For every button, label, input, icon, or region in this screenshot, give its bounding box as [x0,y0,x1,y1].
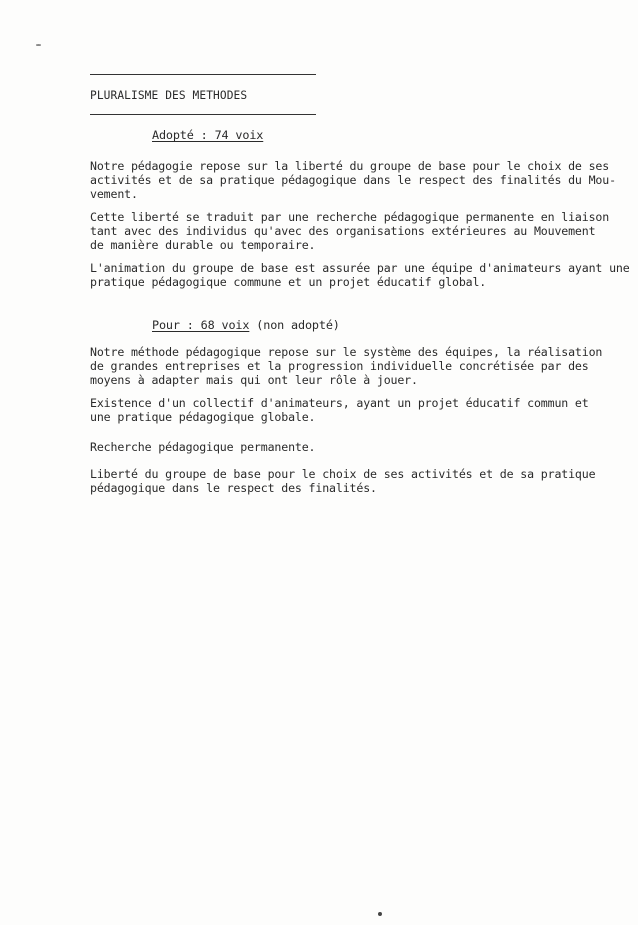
adopted-paragraph [90,210,610,253]
text-line: vement. [90,187,138,202]
text-line: Recherche pédagogique permanente. [90,440,316,454]
heading-rule-top [90,74,316,75]
rejected-paragraph [90,467,610,495]
rejected-paragraph [90,396,610,424]
text-line: de manière durable ou temporaire. [90,238,316,253]
document-heading: PLURALISME DES METHODES [90,89,248,102]
text-line: une pratique pédagogique globale. [90,410,316,425]
paper-mark [36,44,41,46]
text-line: moyens à adapter mais qui ont leur rôle à jouer. [90,373,418,388]
adopted-vote-text: Adopté : 74 voix [152,128,264,142]
text-line: tant avec des individus qu'avec des organisations extérieures au Mouvement [90,224,596,239]
rejected-paragraph [90,345,610,388]
text-line: Cette liberté se traduit par une recherche pédagogique permanente en liaison [90,210,610,224]
text-line: pratique pédagogique commune et un projet éducatif global. [90,275,487,290]
text-line: Existence d'un collectif d'animateurs, ayant un projet éducatif commun et [90,396,589,410]
text-line: Notre pédagogie repose sur la liberté du groupe de base pour le choix de ses [90,159,610,173]
adopted-paragraph [90,261,630,290]
heading-rule-bottom [90,114,316,115]
text-line: L'animation du groupe de base est assurée par une équipe d'animateurs ayant une [90,261,630,275]
text-line: Notre méthode pédagogique repose sur le système des équipes, la réalisation [90,345,603,359]
adopted-paragraph [90,159,616,202]
text-line: activités et de sa pratique pédagogique dans le respect des finalités du Mou- [90,173,616,188]
rejected-vote-text: Pour : 68 voix [152,318,250,332]
text-line: de grandes entreprises et la progression individuelle concrétisée par des [90,359,589,374]
rejected-paragraph [90,440,610,454]
adopted-vote-label [152,128,263,142]
rejected-vote-note: (non adopté) [249,318,340,332]
paper-mark [378,912,382,916]
text-line: Liberté du groupe de base pour le choix de ses activités et de sa pratique [90,467,596,481]
rejected-vote-label [152,318,340,332]
text-line: pédagogique dans le respect des finalités. [90,481,377,496]
